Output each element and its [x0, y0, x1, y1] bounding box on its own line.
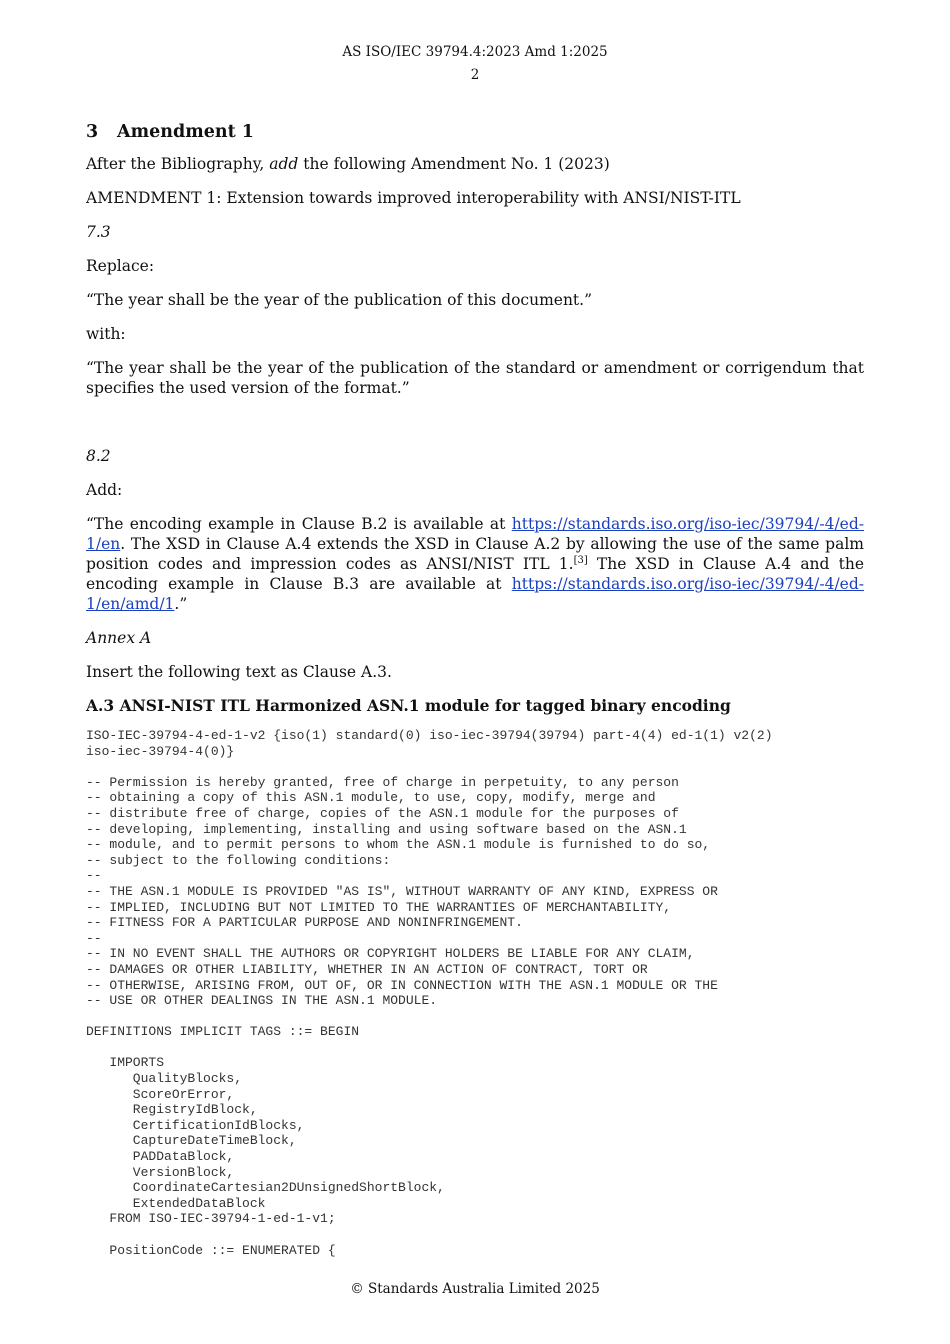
quote-old: “The year shall be the year of the publication of this document.” — [86, 291, 593, 309]
insert-instruction: Insert the following text as Clause A.3. — [86, 663, 392, 681]
clause-ref-7-3: 7.3 — [86, 223, 111, 241]
asn1-definitions: DEFINITIONS IMPLICIT TAGS ::= BEGIN — [86, 1024, 360, 1040]
replace-label: Replace: — [86, 257, 155, 275]
running-header: AS ISO/IEC 39794.4:2023 Amd 1:2025 — [342, 44, 608, 60]
intro-paragraph — [86, 154, 864, 174]
encoding-paragraph — [86, 514, 864, 614]
intro-text-a: After the Bibliography, — [86, 155, 270, 173]
add-label: Add: — [86, 481, 123, 499]
encoding-text-a: “The encoding example in Clause B.2 is available at — [86, 515, 512, 533]
intro-text-emphasis: add — [269, 155, 299, 173]
quote-new: “The year shall be the year of the publication of the standard or amendment or corrigendum that specifies the used version of the format.” — [86, 359, 864, 397]
copyright-footer: © Standards Australia Limited 2025 — [350, 1281, 600, 1297]
section-number: 3 — [86, 122, 99, 142]
intro-text-c: the following Amendment No. 1 (2023) — [298, 155, 610, 173]
page-body — [86, 122, 864, 1258]
amendment-files-link[interactable]: https://standards.iso.org/iso-iec/39794/-4/ed-1/en/amd/1 — [86, 575, 864, 613]
annex-ref: Annex A — [86, 629, 152, 647]
page-number: 2 — [470, 67, 480, 83]
clause-ref-8-2: 8.2 — [86, 447, 111, 465]
encoding-example-link[interactable]: https://standards.iso.org/iso-iec/39794/-4/ed-1/en — [86, 515, 864, 553]
citation-ref: [3] — [573, 554, 588, 566]
asn1-position-code: PositionCode ::= ENUMERATED { — [86, 1242, 336, 1258]
section-title: Amendment 1 — [117, 122, 254, 142]
spacer — [86, 412, 864, 446]
clause-title: A.3 ANSI-NIST ITL Harmonized ASN.1 module for tagged binary encoding — [86, 696, 731, 715]
asn1-imports: IMPORTS QualityBlocks, ScoreOrError, RegistryIdBlock, CertificationIdBlocks, CaptureDateTimeBlock, PADDataBlock, VersionBlock, CoordinateCartesian2DUnsignedShortBlock, ExtendedDataBlock FROM ISO-IEC-39794-1-ed-1-v1; — [109, 1055, 445, 1227]
encoding-text-b: . The XSD in Clause A.4 extends the XSD in Clause A.2 by allowing the use of the same palm position codes and impression codes as ANSI/NIST ITL 1. — [86, 535, 864, 573]
with-label: with: — [86, 325, 126, 343]
encoding-text-d: .” — [174, 595, 188, 613]
encoding-text-c: The XSD in Clause A.4 and the encoding example in Clause B.3 are available at — [86, 555, 864, 593]
section-heading — [86, 122, 864, 142]
asn1-license-comment: -- Permission is hereby granted, free of charge in perpetuity, to any person -- obtaining a copy of this ASN.1 module, to use, copy, modify, merge and -- distribute free of charge, copies of the ASN.1 module for the purposes of -- developing, implementing, installing and using software based on the ASN.1 -- module, and to permit persons to whom the ASN.1 module is furnished to do so, -- subject to the following conditions: -- -- THE ASN.1 MODULE IS PROVIDED "AS IS", WITHOUT WARRANTY OF ANY KIND, EXPRESS OR -- IMPLIED, INCLUDING BUT NOT LIMITED TO THE WARRANTIES OF MERCHANTABILITY, -- FITNESS FOR A PARTICULAR PURPOSE AND NONINFRINGEMENT. -- -- IN NO EVENT SHALL THE AUTHORS OR COPYRIGHT HOLDERS BE LIABLE FOR ANY CLAIM, -- DAMAGES OR OTHER LIABILITY, WHETHER IN AN ACTION OF CONTRACT, TORT OR -- OTHERWISE, ARISING FROM, OUT OF, OR IN CONNECTION WITH THE ASN.1 MODULE OR THE -- USE OR OTHER DEALINGS IN THE ASN.1 MODULE. — [86, 774, 718, 1009]
amendment-title: AMENDMENT 1: Extension towards improved interoperability with ANSI/NIST-ITL — [86, 189, 741, 207]
asn1-module-header: ISO-IEC-39794-4-ed-1-v2 {iso(1) standard(0) iso-iec-39794(39794) part-4(4) ed-1(1) v2(2) iso-iec-39794-4(0)} — [86, 728, 773, 759]
